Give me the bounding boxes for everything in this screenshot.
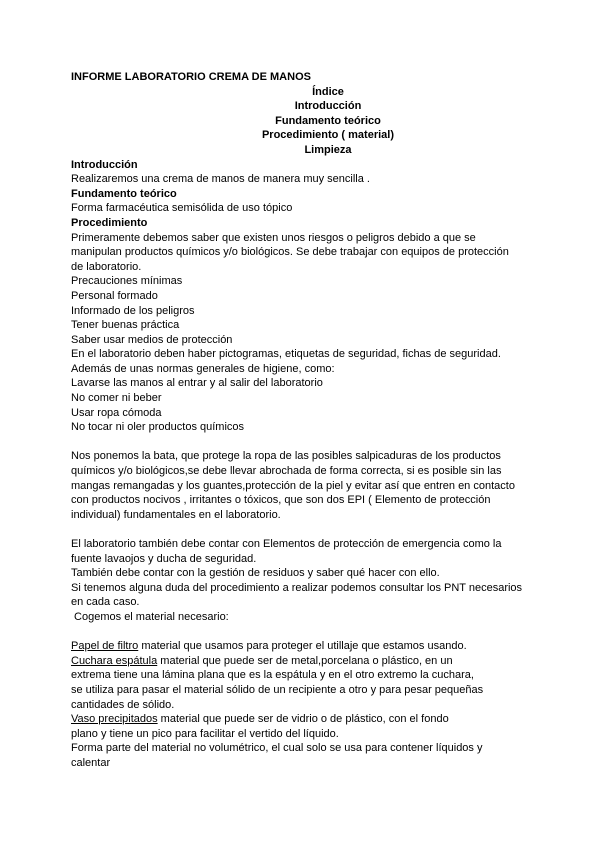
blank-line (71, 435, 531, 450)
text-line: se utiliza para pasar el material sólido de un recipiente a otro y para pesar pequeñas (71, 683, 484, 696)
text-line: Precauciones mínimas (71, 275, 183, 288)
material-description: material que puede ser de vidrio o de plástico, con el fondo (157, 713, 449, 726)
text-line: con productos nocivos , irritantes o tóxicos, que son dos EPI ( Elemento de protección (71, 494, 491, 507)
text-line: Lavarse las manos al entrar y al salir del laboratorio (71, 377, 323, 390)
material-term: Vaso precipitados (71, 713, 158, 726)
section-heading-fundamento: Fundamento teórico (71, 187, 177, 200)
text-line: Cogemos el material necesario: (71, 610, 229, 623)
table-of-contents (71, 85, 531, 158)
section-heading-procedimiento: Procedimiento (71, 216, 148, 229)
toc-item-procedimiento: Procedimiento ( material) (261, 129, 395, 142)
text-line: cantidades de sólido. (71, 698, 175, 711)
text-line: calentar (71, 756, 111, 769)
bata-paragraph (71, 449, 531, 522)
toc-item-introduccion: Introducción (294, 100, 362, 113)
text-line: químicos y/o biológicos,se debe llevar abrochada de forma correcta, si es posible sin las (71, 465, 502, 478)
text-line: Usar ropa cómoda (71, 406, 162, 419)
text-line: extrema tiene una lámina plana que es la espátula y en el otro extremo la cuchara, (71, 669, 474, 682)
text-line: No comer ni beber (71, 392, 162, 405)
text-line: El laboratorio también debe contar con Elementos de protección de emergencia como la (71, 538, 502, 550)
text-line: de laboratorio. (71, 260, 142, 273)
material-description: material que usamos para proteger el utillaje que estamos usando. (138, 640, 467, 653)
text-line: Saber usar medios de protección (71, 333, 233, 346)
text-line: Personal formado (71, 289, 158, 302)
material-item-vaso (71, 712, 531, 727)
blank-line (71, 522, 531, 537)
fundamento-text: Forma farmacéutica semisólida de uso tópico (71, 202, 293, 215)
document-page (71, 70, 531, 771)
text-line: plano y tiene un pico para facilitar el vertido del líquido. (71, 727, 339, 740)
text-line: Si tenemos alguna duda del procedimiento a realizar podemos consultar los PNT necesarios (71, 581, 523, 594)
section-heading-introduccion: Introducción (71, 158, 138, 171)
text-line: en cada caso. (71, 596, 140, 609)
material-list (71, 639, 531, 770)
text-line: fuente lavaojos y ducha de seguridad. (71, 552, 257, 565)
toc-item-limpieza: Limpieza (304, 143, 352, 156)
document-title: INFORME LABORATORIO CREMA DE MANOS (71, 71, 311, 83)
material-term: Cuchara espátula (71, 654, 158, 667)
material-item-cuchara (71, 654, 531, 669)
emergencia-paragraph (71, 537, 531, 625)
text-line: mangas remangadas y los guantes,protección de la piel y evitar así que entren en contacto (71, 479, 515, 492)
text-line: En el laboratorio deben haber pictogramas, etiquetas de seguridad, fichas de seguridad. (71, 348, 501, 361)
toc-item-fundamento: Fundamento teórico (275, 114, 381, 127)
material-item-papel (71, 639, 531, 654)
text-line: Informado de los peligros (71, 304, 195, 317)
text-line: Forma parte del material no volumétrico, el cual solo se usa para contener líquidos y (71, 742, 483, 755)
text-line: También debe contar con la gestión de residuos y saber qué hacer con ello. (71, 567, 440, 580)
text-line: manipulan productos químicos y/o biológicos. Se debe trabajar con equipos de protección (71, 246, 509, 259)
text-line: Además de unas normas generales de higiene, como: (71, 362, 335, 375)
text-line: Nos ponemos la bata, que protege la ropa de las posibles salpicaduras de los productos (71, 450, 501, 463)
toc-heading: Índice (312, 85, 344, 98)
text-line: No tocar ni oler productos químicos (71, 421, 245, 434)
procedimiento-body (71, 231, 531, 435)
material-description: material que puede ser de metal,porcelana o plástico, en un (157, 654, 453, 667)
intro-text: Realizaremos una crema de manos de manera muy sencilla . (71, 173, 370, 186)
text-line: Tener buenas práctica (71, 319, 180, 332)
text-line: individual) fundamentales en el laboratorio. (71, 508, 281, 521)
blank-line (71, 625, 531, 640)
text-line: Primeramente debemos saber que existen unos riesgos o peligros debido a que se (71, 231, 476, 244)
material-term: Papel de filtro (71, 640, 139, 653)
